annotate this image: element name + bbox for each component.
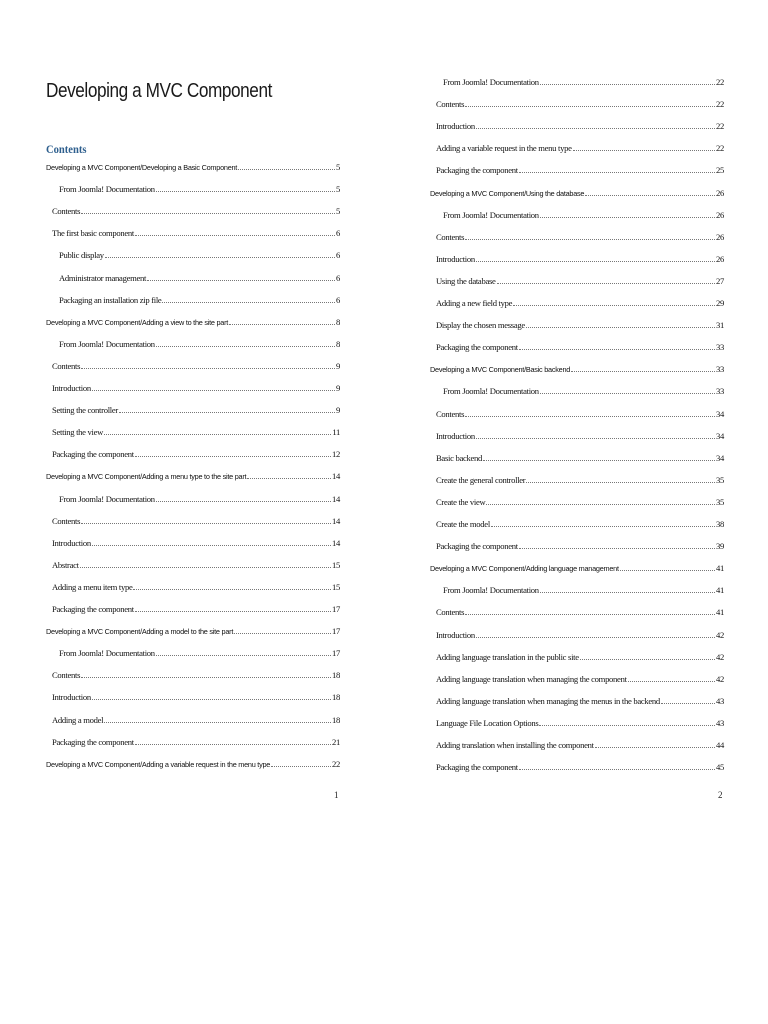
toc-entry[interactable] — [436, 760, 724, 774]
toc-entry-label: Developing a MVC Component/Adding a menu type to the site part — [46, 472, 247, 482]
toc-leader-dots — [540, 208, 715, 218]
toc-entry[interactable] — [52, 447, 340, 461]
toc-entry-page: 33 — [716, 364, 724, 375]
toc-entry-page: 43 — [716, 695, 724, 706]
toc-entry[interactable] — [436, 97, 724, 111]
toc-entry[interactable] — [52, 580, 340, 594]
toc-leader-dots — [465, 97, 715, 107]
toc-entry-label: Contents — [436, 231, 465, 242]
toc-entry-page: 22 — [716, 99, 724, 110]
toc-entry-label: Language File Location Options — [436, 717, 539, 728]
toc-entry-label: From Joomla! Documentation — [443, 386, 539, 397]
toc-entry[interactable] — [436, 451, 724, 465]
toc-leader-dots — [81, 668, 331, 678]
toc-entry-page: 42 — [716, 629, 724, 640]
toc-entry-page: 14 — [332, 493, 340, 504]
toc-leader-dots — [620, 561, 715, 571]
toc-entry-label: Packaging the component — [436, 541, 518, 552]
toc-leader-dots — [573, 141, 715, 151]
toc-leader-dots — [234, 624, 331, 634]
toc-entry[interactable] — [436, 407, 724, 421]
toc-entry[interactable] — [52, 425, 340, 439]
toc-entry-page: 6 — [336, 272, 340, 283]
toc-leader-dots — [476, 628, 715, 638]
toc-entry-label: Packaging the component — [436, 762, 518, 773]
toc-entry-page: 11 — [332, 427, 340, 438]
toc-entry-page: 34 — [716, 452, 724, 463]
toc-entry[interactable] — [436, 539, 724, 553]
toc-entry-page: 34 — [716, 408, 724, 419]
toc-entry-label: Introduction — [52, 383, 91, 393]
toc-leader-dots — [162, 293, 335, 303]
toc-leader-dots — [539, 716, 715, 726]
toc-entry[interactable] — [436, 605, 724, 619]
toc-entry[interactable] — [59, 293, 340, 307]
toc-entry[interactable] — [46, 315, 340, 329]
toc-entry-page: 9 — [336, 405, 340, 416]
toc-entry-label: Introduction — [436, 629, 475, 640]
toc-entry[interactable] — [436, 672, 724, 686]
toc-leader-dots — [147, 271, 335, 281]
toc-entry-label: Developing a MVC Component/Adding a view to the site part — [46, 317, 229, 327]
toc-entry-label: Adding a menu item type — [52, 581, 133, 592]
toc-leader-dots — [585, 186, 715, 196]
toc-entry-label: Introduction — [52, 537, 91, 548]
toc-entry-page: 14 — [332, 471, 340, 482]
toc-entry[interactable] — [52, 690, 340, 704]
toc-entry-page: 18 — [332, 692, 340, 703]
toc-leader-dots — [476, 119, 715, 129]
toc-leader-dots — [156, 492, 331, 502]
toc-entry-page: 6 — [336, 250, 340, 261]
toc-leader-dots — [229, 315, 335, 325]
toc-entry-label: Public display — [59, 250, 104, 261]
toc-entry-page: 18 — [332, 670, 340, 681]
toc-entry-label: Developing a MVC Component/Adding language management — [430, 564, 619, 574]
toc-entry-label: Contents — [52, 515, 81, 526]
toc-leader-dots — [119, 403, 335, 413]
toc-entry-page: 12 — [332, 449, 340, 460]
toc-entry[interactable] — [436, 473, 724, 487]
toc-entry-page: 6 — [336, 228, 340, 239]
document-title: Developing a MVC Component — [46, 80, 272, 102]
toc-entry[interactable] — [436, 141, 724, 155]
toc-entry[interactable] — [436, 694, 724, 708]
toc-leader-dots — [486, 495, 715, 505]
toc-entry-label: From Joomla! Documentation — [59, 184, 155, 195]
toc-entry[interactable] — [52, 514, 340, 528]
toc-entry[interactable] — [52, 226, 340, 240]
toc-entry[interactable] — [436, 628, 724, 642]
toc-entry-page: 35 — [716, 496, 724, 507]
toc-entry[interactable] — [59, 271, 340, 285]
toc-entry-page: 9 — [336, 383, 340, 393]
toc-entry[interactable] — [46, 757, 340, 771]
toc-entry-page: 41 — [716, 585, 724, 596]
toc-leader-dots — [81, 204, 335, 214]
toc-entry-label: Developing a MVC Component/Developing a Basic Component — [46, 163, 238, 172]
toc-entry[interactable] — [52, 713, 340, 727]
toc-entry[interactable] — [436, 650, 724, 664]
toc-entry[interactable] — [436, 230, 724, 244]
toc-entry-page: 22 — [716, 77, 724, 87]
toc-entry-label: Packaging the component — [52, 604, 134, 614]
toc-entry-label: Developing a MVC Component/Using the database — [430, 188, 585, 198]
toc-entry[interactable] — [430, 186, 724, 200]
toc-leader-dots — [135, 602, 331, 612]
toc-entry[interactable] — [436, 296, 724, 310]
toc-entry[interactable] — [443, 208, 724, 222]
toc-entry-page: 22 — [716, 121, 724, 132]
toc-entry[interactable] — [443, 583, 724, 597]
toc-entry-label: Create the model — [436, 519, 490, 529]
toc-leader-dots — [540, 583, 715, 593]
toc-entry[interactable] — [436, 517, 724, 531]
toc-entry-page: 26 — [716, 231, 724, 242]
toc-entry-page: 5 — [336, 206, 340, 217]
toc-entry[interactable] — [59, 182, 340, 196]
toc-entry-label: Basic backend — [436, 452, 482, 463]
toc-leader-dots — [580, 650, 715, 660]
toc-entry[interactable] — [436, 274, 724, 288]
toc-leader-dots — [247, 469, 331, 479]
toc-leader-dots — [519, 340, 715, 350]
toc-entry-page: 17 — [332, 604, 340, 614]
toc-entry[interactable] — [436, 738, 724, 752]
toc-entry[interactable] — [52, 359, 340, 373]
toc-entry-label: Contents — [436, 607, 465, 618]
toc-entry-page: 45 — [716, 762, 724, 773]
toc-entry-label: From Joomla! Documentation — [443, 209, 539, 220]
toc-entry[interactable] — [436, 163, 724, 177]
toc-leader-dots — [92, 536, 331, 546]
toc-entry-page: 9 — [336, 360, 340, 371]
toc-entry-label: Contents — [52, 206, 81, 217]
toc-leader-dots — [135, 447, 331, 457]
toc-leader-dots — [540, 384, 715, 394]
toc-entry-page: 41 — [716, 563, 724, 574]
toc-leader-dots — [540, 75, 715, 85]
toc-entry-page: 22 — [332, 758, 340, 769]
toc-entry-label: Abstract — [52, 559, 79, 570]
toc-entry-page: 44 — [716, 740, 724, 750]
toc-leader-dots — [595, 738, 715, 748]
toc-entry-label: Using the database — [436, 275, 496, 286]
toc-leader-dots — [465, 230, 715, 240]
toc-entry-label: Setting the view — [52, 427, 104, 438]
toc-entry-label: Introduction — [52, 692, 91, 703]
toc-entry-page: 15 — [332, 559, 340, 570]
toc-entry[interactable] — [430, 561, 724, 575]
toc-entry-page: 38 — [716, 519, 724, 529]
toc-entry-label: Adding a model — [52, 714, 104, 725]
toc-leader-dots — [156, 337, 335, 347]
toc-leader-dots — [104, 713, 331, 723]
toc-entry-page: 29 — [716, 298, 724, 308]
toc-leader-dots — [497, 274, 715, 284]
toc-entry-label: Contents — [436, 408, 465, 419]
toc-leader-dots — [238, 160, 335, 170]
toc-entry[interactable] — [52, 602, 340, 616]
toc-entry-page: 25 — [716, 165, 724, 176]
toc-entry-page: 18 — [332, 714, 340, 725]
toc-leader-dots — [81, 514, 331, 524]
toc-entry[interactable] — [443, 75, 724, 89]
toc-entry-label: Administrator management — [59, 272, 147, 283]
toc-entry[interactable] — [52, 735, 340, 749]
toc-entry-page: 17 — [332, 648, 340, 659]
toc-entry-label: Adding a variable request in the menu type — [436, 143, 572, 154]
toc-entry-label: Display the chosen message — [436, 320, 525, 331]
toc-entry[interactable] — [59, 492, 340, 506]
toc-entry-page: 22 — [716, 143, 724, 154]
toc-entry-label: From Joomla! Documentation — [443, 77, 539, 87]
toc-leader-dots — [513, 296, 715, 306]
toc-entry-page: 14 — [332, 515, 340, 526]
toc-entry-label: Contents — [52, 360, 81, 371]
toc-entry[interactable] — [436, 716, 724, 730]
toc-entry[interactable] — [52, 536, 340, 550]
toc-leader-dots — [519, 163, 715, 173]
toc-leader-dots — [92, 690, 331, 700]
toc-entry[interactable] — [436, 119, 724, 133]
toc-leader-dots — [465, 605, 715, 615]
toc-entry-label: Packaging the component — [436, 342, 518, 353]
toc-entry[interactable] — [52, 668, 340, 682]
toc-entry-page: 21 — [332, 736, 340, 747]
toc-entry-label: Developing a MVC Component/Adding a model to the site part — [46, 627, 234, 637]
toc-entry[interactable] — [52, 558, 340, 572]
toc-entry-page: 5 — [336, 162, 340, 172]
toc-entry-page: 33 — [716, 342, 724, 353]
toc-entry[interactable] — [436, 252, 724, 266]
toc-entry-label: Create the general controller — [436, 474, 526, 485]
toc-entry[interactable] — [59, 337, 340, 351]
toc-entry-label: Adding language translation when managing the menus in the backend — [436, 695, 660, 706]
toc-entry-label: Contents — [52, 670, 81, 681]
toc-entry[interactable] — [52, 204, 340, 218]
toc-entry-page: 26 — [716, 187, 724, 198]
toc-leader-dots — [571, 362, 715, 372]
toc-entry[interactable] — [46, 469, 340, 483]
toc-leader-dots — [271, 757, 331, 767]
toc-entry-page: 15 — [332, 581, 340, 592]
toc-leader-dots — [135, 226, 335, 236]
toc-entry-page: 39 — [716, 541, 724, 552]
toc-leader-dots — [156, 646, 331, 656]
toc-leader-dots — [104, 425, 331, 435]
toc-entry[interactable] — [436, 340, 724, 354]
toc-entry-label: Developing a MVC Component/Basic backend — [430, 365, 571, 375]
toc-leader-dots — [105, 248, 335, 258]
toc-leader-dots — [519, 760, 715, 770]
toc-entry-page: 41 — [716, 607, 724, 618]
toc-entry[interactable] — [52, 403, 340, 417]
toc-entry-page: 42 — [716, 673, 724, 684]
toc-entry-label: Contents — [436, 99, 465, 110]
toc-entry-label: Introduction — [436, 430, 475, 441]
page-number-right: 2 — [718, 790, 723, 800]
toc-entry-page: 6 — [336, 294, 340, 305]
toc-entry-label: Developing a MVC Component/Adding a variable request in the menu type — [46, 759, 271, 769]
toc-leader-dots — [92, 381, 335, 391]
toc-entry-page: 35 — [716, 474, 724, 485]
toc-entry-label: From Joomla! Documentation — [59, 648, 155, 659]
toc-entry-page: 34 — [716, 430, 724, 441]
document-page-right — [384, 0, 768, 1024]
toc-entry[interactable] — [46, 160, 340, 174]
toc-entry[interactable] — [443, 384, 724, 398]
toc-entry[interactable] — [436, 495, 724, 509]
toc-entry-label: Packaging the component — [52, 736, 134, 747]
toc-entry-page: 33 — [716, 386, 724, 397]
toc-leader-dots — [81, 359, 335, 369]
toc-leader-dots — [133, 580, 331, 590]
toc-entry-label: Packaging the component — [52, 449, 134, 460]
toc-entry-page: 17 — [332, 626, 340, 637]
toc-entry-label: Setting the controller — [52, 405, 118, 416]
toc-entry-label: From Joomla! Documentation — [59, 493, 155, 504]
toc-entry[interactable] — [59, 646, 340, 660]
toc-leader-dots — [476, 252, 715, 262]
toc-leader-dots — [465, 407, 715, 417]
toc-leader-dots — [526, 318, 715, 328]
toc-entry-label: From Joomla! Documentation — [59, 338, 155, 349]
toc-entry-page: 14 — [332, 537, 340, 548]
toc-entry-label: Adding language translation in the public site — [436, 651, 579, 662]
toc-leader-dots — [661, 694, 715, 704]
toc-entry-page: 42 — [716, 651, 724, 662]
toc-entry[interactable] — [59, 248, 340, 262]
toc-leader-dots — [628, 672, 715, 682]
toc-entry-label: Packaging the component — [436, 165, 518, 176]
toc-entry-label: From Joomla! Documentation — [443, 585, 539, 596]
toc-leader-dots — [135, 735, 331, 745]
toc-entry-page: 31 — [716, 320, 724, 331]
toc-entry[interactable] — [436, 429, 724, 443]
toc-leader-dots — [491, 517, 715, 527]
toc-entry-label: Adding translation when installing the component — [436, 740, 594, 750]
toc-entry-label: Introduction — [436, 253, 475, 264]
toc-entry-page: 8 — [336, 338, 340, 349]
toc-entry-page: 26 — [716, 209, 724, 220]
toc-entry[interactable] — [436, 318, 724, 332]
toc-entry-label: Packaging an installation zip file — [59, 294, 162, 305]
toc-entry-page: 43 — [716, 717, 724, 728]
toc-entry-label: Introduction — [436, 121, 475, 132]
toc-leader-dots — [483, 451, 715, 461]
toc-leader-dots — [476, 429, 715, 439]
page-number-left: 1 — [334, 790, 339, 800]
toc-entry-page: 5 — [336, 184, 340, 195]
toc-entry[interactable] — [46, 624, 340, 638]
toc-entry-label: Adding language translation when managing the component — [436, 673, 627, 684]
toc-entry-label: The first basic component — [52, 228, 134, 239]
toc-entry[interactable] — [52, 381, 340, 395]
toc-entry[interactable] — [430, 362, 724, 376]
toc-entry-page: 8 — [336, 316, 340, 327]
toc-entry-page: 27 — [716, 275, 724, 286]
contents-heading: Contents — [46, 142, 87, 156]
toc-leader-dots — [519, 539, 715, 549]
toc-entry-label: Adding a new field type — [436, 298, 513, 308]
toc-entry-label: Create the view — [436, 496, 486, 507]
toc-leader-dots — [156, 182, 335, 192]
toc-leader-dots — [80, 558, 331, 568]
toc-leader-dots — [526, 473, 715, 483]
toc-entry-page: 26 — [716, 253, 724, 264]
